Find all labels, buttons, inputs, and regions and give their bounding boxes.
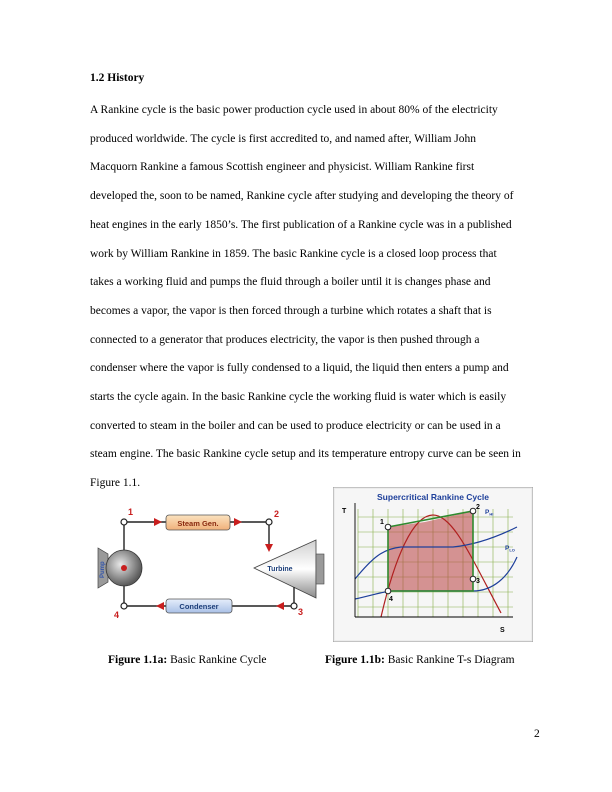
ts-point-3 [470, 576, 476, 582]
paragraph-line: becomes a vapor, the vapor is then forced through a turbine which rotates a shaft that is [90, 304, 492, 317]
point-label-2: 2 [274, 509, 280, 519]
condenser-label: Condenser [179, 602, 219, 611]
ts-point-label-4: 4 [389, 596, 393, 603]
point-label-3: 3 [298, 607, 304, 617]
pump-label: Pump [100, 561, 106, 578]
paragraph-line: connected to a generator that produces electricity, the vapor is then pushed through a [90, 333, 480, 346]
ts-point-4 [385, 588, 391, 594]
history-paragraph [90, 96, 522, 498]
point-label-4: 4 [114, 610, 120, 620]
ts-point-label-3: 3 [476, 578, 480, 585]
pump [98, 548, 142, 588]
state-point-1 [121, 519, 127, 525]
paragraph-line: A Rankine cycle is the basic power production cycle used in about 80% of the electricity [90, 104, 498, 116]
figure-b-caption-label: Figure 1.1b: [325, 654, 385, 666]
paragraph-line: condenser where the vapor is fully condensed to a liquid, the liquid then enters a pump and [90, 362, 509, 375]
paragraph-line: produced worldwide. The cycle is first accredited to, and named after, William John [90, 132, 477, 145]
turbine-label: Turbine [267, 566, 293, 573]
paragraph-line: starts the cycle again. In the basic Rankine cycle the working fluid is water which is easily [90, 391, 507, 404]
paragraph-line: Figure 1.1. [90, 477, 141, 490]
page-number: 2 [534, 728, 540, 740]
ts-point-1 [385, 524, 391, 530]
flow-arrows [120, 518, 284, 610]
paragraph-line: developed the, soon to be named, Rankine cycle after studying and developing the theory of [90, 190, 514, 203]
turbine [254, 540, 324, 598]
ts-diagram-title: Supercritical Rankine Cycle [377, 492, 489, 502]
paragraph-line: heat engines in the early 1850’s. The first publication of a Rankine cycle was in a published [90, 218, 512, 231]
figure-a-caption [108, 654, 267, 666]
paragraph-line: converted to steam in the boiler and can be used to produce electricity or can be used in a [90, 419, 501, 432]
rankine-cycle-schematic [94, 502, 334, 632]
paragraph-line: steam engine. The basic Rankine cycle setup and its temperature entropy curve can be seen in [90, 448, 521, 461]
state-point-4 [121, 603, 127, 609]
figure-b-caption [325, 654, 515, 666]
paragraph-line: takes a working fluid and pumps the fluid through a boiler until it is changes phase and [90, 276, 491, 289]
ts-point-2 [470, 508, 476, 514]
state-point-3 [291, 603, 297, 609]
figure-a-caption-text: Basic Rankine Cycle [167, 654, 267, 666]
figure-a-caption-label: Figure 1.1a: [108, 654, 168, 666]
ts-diagram [333, 487, 533, 642]
p-lo-label: P [505, 545, 510, 552]
state-point-2 [266, 519, 272, 525]
section-heading: 1.2 History [90, 72, 145, 84]
ts-point-label-2: 2 [476, 504, 480, 511]
figure-b-caption-text: Basic Rankine T-s Diagram [384, 654, 515, 666]
p-lo-subscript: LO [509, 547, 515, 553]
ts-y-axis-label: T [342, 508, 347, 515]
ts-x-axis-label: S [500, 627, 505, 634]
ts-point-label-1: 1 [380, 519, 384, 526]
point-label-1: 1 [128, 507, 134, 517]
p-hi-label: P [485, 509, 490, 516]
paragraph-line: Macquorn Rankine a famous Scottish engineer and physicist. William Rankine first [90, 161, 475, 174]
p-hi-subscript: HI [489, 511, 494, 517]
paragraph-line: work by William Rankine in 1859. The basic Rankine cycle is a closed loop process that [90, 247, 497, 260]
steam-generator-label: Steam Gen. [177, 519, 219, 528]
